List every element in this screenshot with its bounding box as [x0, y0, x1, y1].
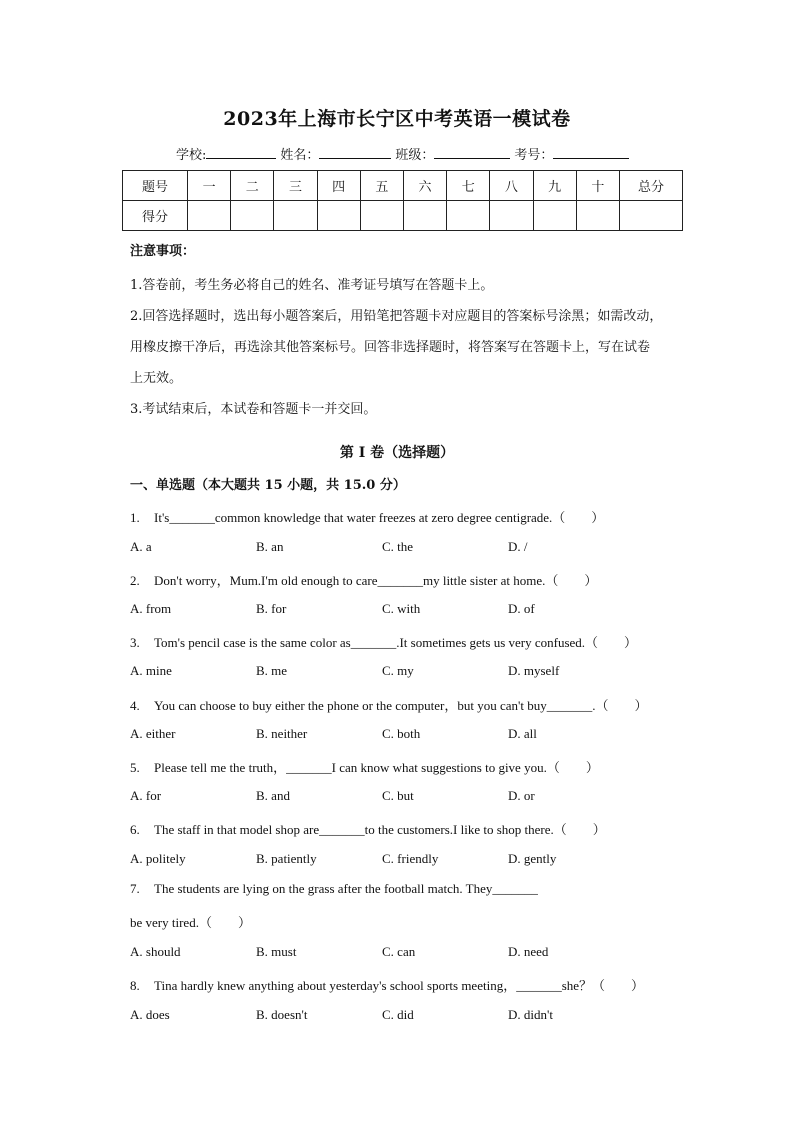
options-row [130, 726, 634, 742]
question-number: 6. [130, 822, 140, 837]
option[interactable]: D. all [508, 726, 537, 741]
option[interactable]: C. did [382, 1007, 414, 1022]
option[interactable]: A. should [130, 944, 181, 959]
notes-heading: 注意事项： [130, 244, 196, 259]
score-header-cell: 四 [317, 171, 360, 201]
notes-section [130, 240, 700, 425]
option[interactable]: D. / [508, 539, 528, 554]
option[interactable]: D. didn't [508, 1007, 553, 1022]
score-row-label: 得分 [123, 201, 188, 231]
option[interactable]: B. and [256, 788, 290, 803]
options-row [130, 851, 634, 867]
option[interactable]: D. need [508, 944, 549, 959]
question-text: It's_______common knowledge that water freezes at zero degree centigrade.（ ） [154, 510, 605, 525]
score-cell[interactable] [576, 201, 619, 231]
option[interactable]: D. gently [508, 851, 557, 866]
question-stem [130, 695, 648, 714]
option[interactable]: A. does [130, 1007, 170, 1022]
question-stem [130, 757, 599, 776]
question-text: You can choose to buy either the phone or the computer，but you can't buy_______.（ ） [154, 698, 648, 713]
class-blank[interactable] [434, 146, 510, 159]
score-table [122, 170, 683, 231]
school-blank[interactable] [206, 146, 276, 159]
options-row [130, 539, 634, 555]
option[interactable]: C. the [382, 539, 414, 554]
school-label: 学校: [176, 148, 207, 163]
score-cell[interactable] [533, 201, 576, 231]
question-text: The students are lying on the grass after the football match. They_______ [154, 881, 538, 896]
option[interactable]: A. politely [130, 851, 186, 866]
score-cell[interactable] [274, 201, 317, 231]
question-text: Tom's pencil case is the same color as_______.It sometimes gets us very confused.（ ） [154, 635, 638, 650]
score-header-cell: 八 [490, 171, 533, 201]
section-title: 第 I 卷（选择题） [339, 445, 455, 461]
score-cell[interactable] [231, 201, 274, 231]
option[interactable]: C. but [382, 788, 414, 803]
score-cell[interactable] [403, 201, 446, 231]
options-row [130, 663, 634, 679]
note-line: 上无效。 [130, 371, 183, 386]
option[interactable]: D. myself [508, 663, 560, 678]
question-stem [130, 632, 637, 651]
score-cell[interactable] [490, 201, 533, 231]
note-line: 2.回答选择题时，选出每小题答案后，用铅笔把答题卡对应题目的答案标号涂黑；如需改动， [130, 309, 663, 324]
score-cell[interactable] [317, 201, 360, 231]
score-header-row [123, 171, 683, 201]
score-header-cell: 九 [533, 171, 576, 201]
options-row [130, 944, 634, 960]
option[interactable]: C. with [382, 601, 421, 616]
note-line: 用橡皮擦干净后，再选涂其他答案标号。回答非选择题时，将答案写在答题卡上，写在试卷 [130, 340, 651, 355]
options-row [130, 788, 634, 804]
score-header-cell: 十 [576, 171, 619, 201]
exam-no-blank[interactable] [553, 146, 629, 159]
option[interactable]: C. can [382, 944, 416, 959]
score-header-cell: 一 [188, 171, 231, 201]
question-text: Tina hardly knew anything about yesterday's school sports meeting，_______she？（ ） [154, 978, 645, 993]
note-line: 3.考试结束后，本试卷和答题卡一并交回。 [130, 402, 377, 417]
question-stem [130, 570, 597, 589]
question-stem [130, 507, 604, 526]
score-header-cell: 二 [231, 171, 274, 201]
score-header-cell: 三 [274, 171, 317, 201]
question-text: Please tell me the truth，_______I can know what suggestions to give you.（ ） [154, 760, 599, 775]
question-stem [130, 819, 606, 838]
option[interactable]: D. of [508, 601, 535, 616]
option[interactable]: B. an [256, 539, 284, 554]
question-stem [130, 975, 644, 994]
student-info-line [176, 144, 633, 163]
question-continuation: be very tired.（ ） [130, 915, 251, 930]
score-header-cell: 总分 [620, 171, 683, 201]
score-cell[interactable] [447, 201, 490, 231]
option[interactable]: C. friendly [382, 851, 439, 866]
option[interactable]: C. both [382, 726, 421, 741]
option[interactable]: A. from [130, 601, 172, 616]
question-number: 1. [130, 510, 140, 525]
option[interactable]: B. must [256, 944, 297, 959]
question-number: 7. [130, 881, 140, 896]
score-header-cell: 七 [447, 171, 490, 201]
options-row [130, 1007, 634, 1023]
option[interactable]: A. for [130, 788, 162, 803]
score-cell[interactable] [188, 201, 231, 231]
options-row [130, 601, 634, 617]
option[interactable]: D. or [508, 788, 535, 803]
score-header-cell: 题号 [123, 171, 188, 201]
score-cell[interactable] [360, 201, 403, 231]
question-number: 2. [130, 573, 140, 588]
option[interactable]: B. patiently [256, 851, 317, 866]
option[interactable]: B. for [256, 601, 287, 616]
exam-no-label: 考号： [514, 148, 554, 163]
class-label: 班级： [395, 148, 435, 163]
question-number: 4. [130, 698, 140, 713]
option[interactable]: C. my [382, 663, 414, 678]
score-cell[interactable] [620, 201, 683, 231]
question-text: Don't worry，Mum.I'm old enough to care_______my little sister at home.（ ） [154, 573, 598, 588]
note-line: 1.答卷前，考生务必将自己的姓名、准考证号填写在答题卡上。 [130, 278, 494, 293]
option[interactable]: A. a [130, 539, 152, 554]
question-stem [130, 881, 538, 897]
question-number: 8. [130, 978, 140, 993]
option[interactable]: A. either [130, 726, 176, 741]
part-title: 一、单选题（本大题共 15 小题，共 15.0 分） [130, 478, 406, 493]
name-blank[interactable] [319, 146, 391, 159]
name-label: 姓名： [280, 148, 320, 163]
question-text: The staff in that model shop are_______to the customers.I like to shop there.（ ） [154, 822, 606, 837]
question-number: 3. [130, 635, 140, 650]
score-header-cell: 五 [360, 171, 403, 201]
option[interactable]: B. doesn't [256, 1007, 308, 1022]
score-row [123, 201, 683, 231]
option[interactable]: A. mine [130, 663, 172, 678]
option[interactable]: B. neither [256, 726, 308, 741]
question-number: 5. [130, 760, 140, 775]
exam-title: 2023年上海市长宁区中考英语一模试卷 [223, 108, 571, 130]
score-header-cell: 六 [403, 171, 446, 201]
option[interactable]: B. me [256, 663, 288, 678]
